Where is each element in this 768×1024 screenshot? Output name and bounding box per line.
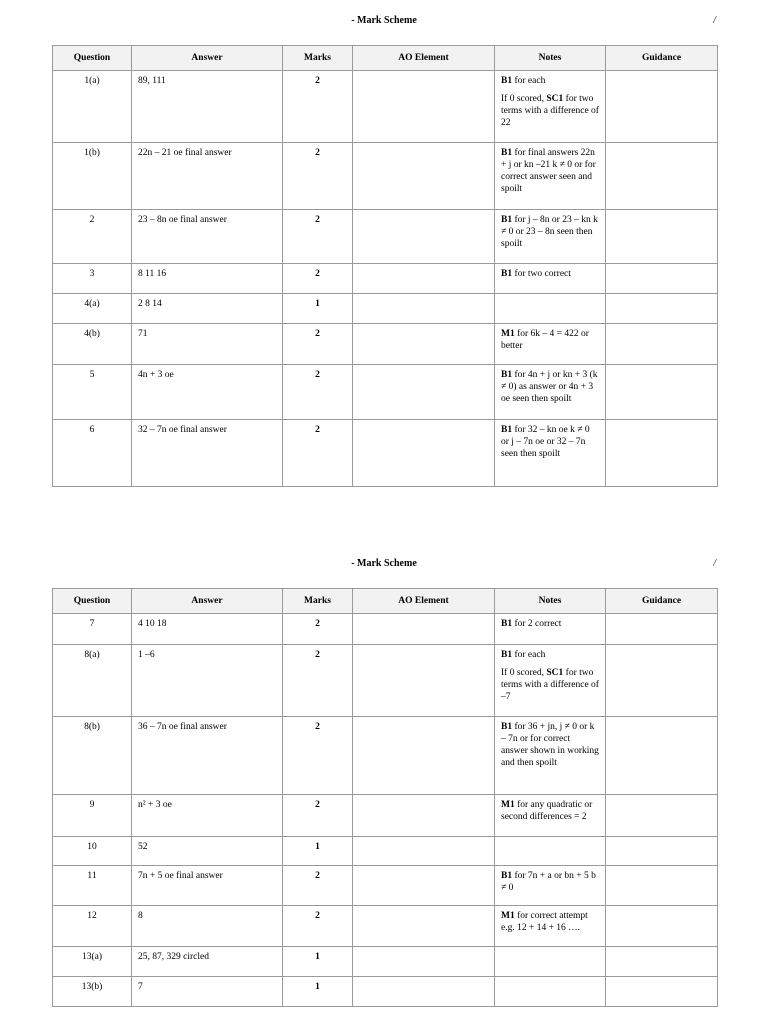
marks-cell: 1 xyxy=(283,977,353,1007)
guidance-cell xyxy=(606,837,718,866)
mark-code: B1 xyxy=(501,148,513,158)
question-cell: 3 xyxy=(53,264,132,294)
ao-element-cell xyxy=(353,795,495,837)
guidance-cell xyxy=(606,210,718,264)
answer-cell: 89, 111 xyxy=(132,71,283,143)
note-paragraph xyxy=(501,799,599,823)
ao-element-cell xyxy=(353,906,495,947)
mark-code: B1 xyxy=(501,370,513,380)
guidance-cell xyxy=(606,71,718,143)
note-text: for 7n + a or bn + 5 b ≠ 0 xyxy=(501,871,596,893)
notes-cell xyxy=(495,143,606,210)
ao-element-cell xyxy=(353,977,495,1007)
table-row xyxy=(53,264,718,294)
notes-cell xyxy=(495,324,606,365)
mark-code: B1 xyxy=(501,215,513,225)
marks-cell: 1 xyxy=(283,947,353,977)
notes-cell xyxy=(495,947,606,977)
note-paragraph xyxy=(501,214,599,250)
note-text: for 32 – kn oe k ≠ 0 or j – 7n oe or 32 – 7n seen then spoilt xyxy=(501,425,590,459)
mark-code: B1 xyxy=(501,76,513,86)
answer-cell: 25, 87, 329 circled xyxy=(132,947,283,977)
ao-element-cell xyxy=(353,294,495,324)
answer-cell: 32 – 7n oe final answer xyxy=(132,420,283,487)
question-cell: 8(a) xyxy=(53,645,132,717)
question-cell: 8(b) xyxy=(53,717,132,795)
notes-cell xyxy=(495,977,606,1007)
guidance-cell xyxy=(606,947,718,977)
mark-code: SC1 xyxy=(546,94,564,104)
note-paragraph xyxy=(501,268,599,280)
marks-cell: 2 xyxy=(283,210,353,264)
note-paragraph xyxy=(501,667,599,703)
table-row xyxy=(53,645,718,717)
question-cell: 2 xyxy=(53,210,132,264)
answer-cell: 7 xyxy=(132,977,283,1007)
page-marker: / xyxy=(713,558,716,569)
page-title: - Mark Scheme xyxy=(351,15,417,26)
answer-cell: 22n – 21 oe final answer xyxy=(132,143,283,210)
column-header-ao-element: AO Element xyxy=(353,589,495,614)
column-header-question: Question xyxy=(53,589,132,614)
answer-cell: 7n + 5 oe final answer xyxy=(132,866,283,906)
answer-cell: 1 –6 xyxy=(132,645,283,717)
answer-cell: 52 xyxy=(132,837,283,866)
notes-cell xyxy=(495,210,606,264)
guidance-cell xyxy=(606,264,718,294)
table-row xyxy=(53,977,718,1007)
answer-cell: 23 – 8n oe final answer xyxy=(132,210,283,264)
note-text: for 4n + j or kn + 3 (k ≠ 0) as answer or 4n + 3 oe seen then spoilt xyxy=(501,370,598,404)
answer-cell: 71 xyxy=(132,324,283,365)
ao-element-cell xyxy=(353,365,495,420)
note-text: for each xyxy=(512,650,546,660)
column-header-guidance: Guidance xyxy=(606,589,718,614)
marks-cell: 2 xyxy=(283,866,353,906)
note-text: for two correct xyxy=(512,269,571,279)
ao-element-cell xyxy=(353,324,495,365)
guidance-cell xyxy=(606,294,718,324)
ao-element-cell xyxy=(353,947,495,977)
table-row xyxy=(53,365,718,420)
table-row xyxy=(53,324,718,365)
column-header-notes: Notes xyxy=(495,589,606,614)
note-paragraph xyxy=(501,93,599,129)
table-header-row xyxy=(53,589,718,614)
guidance-cell xyxy=(606,977,718,1007)
marks-cell: 2 xyxy=(283,365,353,420)
notes-cell xyxy=(495,614,606,645)
note-text: for 2 correct xyxy=(512,619,562,629)
notes-cell xyxy=(495,294,606,324)
marks-cell: 2 xyxy=(283,795,353,837)
table-row xyxy=(53,143,718,210)
guidance-cell xyxy=(606,906,718,947)
mark-code: M1 xyxy=(501,911,515,921)
note-text: If 0 scored, xyxy=(501,668,547,678)
note-paragraph xyxy=(501,649,599,661)
note-text: for 6k – 4 = 422 or better xyxy=(501,329,589,351)
table-header-row xyxy=(53,46,718,71)
answer-cell: 4n + 3 oe xyxy=(132,365,283,420)
note-paragraph xyxy=(501,910,599,934)
mark-code: B1 xyxy=(501,425,513,435)
answer-cell: 8 11 16 xyxy=(132,264,283,294)
note-paragraph xyxy=(501,369,599,405)
notes-cell xyxy=(495,420,606,487)
marks-cell: 1 xyxy=(283,837,353,866)
marks-cell: 2 xyxy=(283,906,353,947)
mark-scheme-table xyxy=(52,45,718,487)
note-text: for j – 8n or 23 – kn k ≠ 0 or 23 – 8n seen then spoilt xyxy=(501,215,598,249)
question-cell: 7 xyxy=(53,614,132,645)
question-cell: 4(b) xyxy=(53,324,132,365)
note-text: for two terms with a difference of 22 xyxy=(501,94,599,128)
ao-element-cell xyxy=(353,645,495,717)
notes-cell xyxy=(495,717,606,795)
answer-cell: 4 10 18 xyxy=(132,614,283,645)
mark-code: M1 xyxy=(501,329,515,339)
table-row xyxy=(53,906,718,947)
table-row xyxy=(53,614,718,645)
question-cell: 13(b) xyxy=(53,977,132,1007)
table-row xyxy=(53,866,718,906)
note-paragraph xyxy=(501,328,599,352)
mark-code: B1 xyxy=(501,871,513,881)
note-text: for each xyxy=(512,76,546,86)
marks-cell: 2 xyxy=(283,420,353,487)
table-row xyxy=(53,717,718,795)
notes-cell xyxy=(495,264,606,294)
ao-element-cell xyxy=(353,264,495,294)
marks-cell: 2 xyxy=(283,324,353,365)
question-cell: 4(a) xyxy=(53,294,132,324)
column-header-marks: Marks xyxy=(283,46,353,71)
ao-element-cell xyxy=(353,717,495,795)
mark-scheme-table xyxy=(52,588,718,1007)
answer-cell: 36 – 7n oe final answer xyxy=(132,717,283,795)
note-text: If 0 scored, xyxy=(501,94,547,104)
note-paragraph xyxy=(501,75,599,87)
question-cell: 6 xyxy=(53,420,132,487)
table-row xyxy=(53,795,718,837)
notes-cell xyxy=(495,71,606,143)
note-paragraph xyxy=(501,618,599,630)
marks-cell: 2 xyxy=(283,614,353,645)
question-cell: 11 xyxy=(53,866,132,906)
page2-header xyxy=(0,558,768,572)
table-row xyxy=(53,947,718,977)
page-title: - Mark Scheme xyxy=(351,558,417,569)
notes-cell xyxy=(495,866,606,906)
note-text: for any quadratic or second differences = 2 xyxy=(501,800,593,822)
note-paragraph xyxy=(501,147,599,195)
note-paragraph xyxy=(501,424,599,460)
note-text: for correct attempt e.g. 12 + 14 + 16 …. xyxy=(501,911,588,933)
marks-cell: 2 xyxy=(283,71,353,143)
notes-cell xyxy=(495,837,606,866)
table-row xyxy=(53,420,718,487)
ao-element-cell xyxy=(353,837,495,866)
ao-element-cell xyxy=(353,614,495,645)
table-row xyxy=(53,837,718,866)
marks-cell: 2 xyxy=(283,143,353,210)
ao-element-cell xyxy=(353,71,495,143)
question-cell: 12 xyxy=(53,906,132,947)
column-header-guidance: Guidance xyxy=(606,46,718,71)
notes-cell xyxy=(495,645,606,717)
question-cell: 5 xyxy=(53,365,132,420)
column-header-question: Question xyxy=(53,46,132,71)
question-cell: 1(a) xyxy=(53,71,132,143)
ao-element-cell xyxy=(353,210,495,264)
notes-cell xyxy=(495,906,606,947)
column-header-notes: Notes xyxy=(495,46,606,71)
guidance-cell xyxy=(606,143,718,210)
question-cell: 1(b) xyxy=(53,143,132,210)
column-header-answer: Answer xyxy=(132,589,283,614)
note-text: for two terms with a difference of –7 xyxy=(501,668,599,702)
column-header-ao-element: AO Element xyxy=(353,46,495,71)
answer-cell: 8 xyxy=(132,906,283,947)
note-text: for final answers 22n + j or kn –21 k ≠ 0 or for correct answer seen and spoilt xyxy=(501,148,596,194)
table-row xyxy=(53,210,718,264)
marks-cell: 2 xyxy=(283,264,353,294)
ao-element-cell xyxy=(353,866,495,906)
mark-code: SC1 xyxy=(546,668,564,678)
page-marker: / xyxy=(713,15,716,26)
guidance-cell xyxy=(606,420,718,487)
column-header-marks: Marks xyxy=(283,589,353,614)
note-paragraph xyxy=(501,721,599,769)
ao-element-cell xyxy=(353,420,495,487)
guidance-cell xyxy=(606,866,718,906)
mark-code: M1 xyxy=(501,800,515,810)
column-header-answer: Answer xyxy=(132,46,283,71)
guidance-cell xyxy=(606,324,718,365)
answer-cell: n² + 3 oe xyxy=(132,795,283,837)
note-paragraph xyxy=(501,870,599,894)
mark-code: B1 xyxy=(501,269,513,279)
question-cell: 9 xyxy=(53,795,132,837)
marks-cell: 2 xyxy=(283,717,353,795)
guidance-cell xyxy=(606,365,718,420)
guidance-cell xyxy=(606,795,718,837)
marks-cell: 1 xyxy=(283,294,353,324)
question-cell: 10 xyxy=(53,837,132,866)
page1-header xyxy=(0,15,768,29)
table-row xyxy=(53,294,718,324)
ao-element-cell xyxy=(353,143,495,210)
marks-cell: 2 xyxy=(283,645,353,717)
note-text: for 36 + jn, j ≠ 0 or k – 7n or for correct answer shown in working and then spoilt xyxy=(501,722,599,768)
guidance-cell xyxy=(606,645,718,717)
answer-cell: 2 8 14 xyxy=(132,294,283,324)
guidance-cell xyxy=(606,717,718,795)
mark-code: B1 xyxy=(501,722,513,732)
notes-cell xyxy=(495,365,606,420)
notes-cell xyxy=(495,795,606,837)
mark-code: B1 xyxy=(501,619,513,629)
table-row xyxy=(53,71,718,143)
guidance-cell xyxy=(606,614,718,645)
mark-code: B1 xyxy=(501,650,513,660)
question-cell: 13(a) xyxy=(53,947,132,977)
